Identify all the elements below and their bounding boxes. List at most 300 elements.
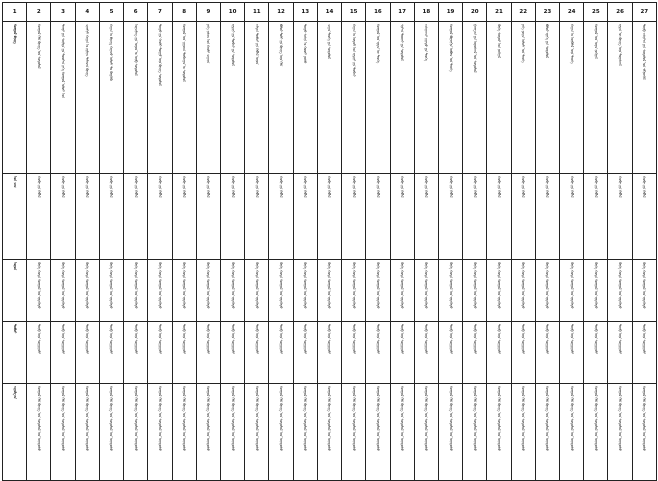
table-cell [438, 322, 462, 384]
table-cell [560, 174, 584, 260]
table-cell [487, 22, 511, 174]
column-header [3, 3, 27, 22]
cell-text: ᠣᠷᠴᠢᠯᠠᠩ ᠶᠢᠨ ᠣᠶᠤᠨ ᠤ ᠥᠪ ᠰᠤᠳᠤᠯᠤᠯ [133, 24, 138, 76]
cell-text: ᠲᠥᠪ ᠦᠨ ᠰᠤᠷᠭᠠᠭᠤᠯᠢ [618, 324, 623, 355]
table-cell [463, 22, 487, 174]
cell-text: ᠮᠣᠩᠭᠣᠯ ᠬᠡᠯᠡ ᠪᠢᠴᠢᠭ ᠤᠨ ᠰᠤᠳᠤᠯᠤᠯ ᠤᠨ ᠦᠨᠳᠦᠰᠦ [400, 386, 405, 451]
cell-text: ᠮᠣᠩᠭᠣᠯ ᠬᠡᠯᠡ ᠪᠢᠴᠢᠭ ᠤᠨ ᠰᠤᠳᠤᠯᠤᠯ ᠤᠨ ᠦᠨᠳᠦᠰᠦ [351, 386, 356, 451]
cell-text: ᠠᠰᠠᠷᠠᠭᠴᠢ ᠨᠡᠷᠡᠲᠦ ᠶᠢᠨ ᠲᠡᠦᠬᠡ [424, 24, 429, 62]
table-cell [366, 174, 390, 260]
column-header [196, 3, 220, 22]
table-cell [269, 22, 293, 174]
cell-text: ᠲᠥᠪ ᠦᠨ ᠰᠤᠷᠭᠠᠭᠤᠯᠢ [472, 324, 477, 355]
cell-text: ᠮᠣᠩᠭᠣᠯ ᠬᠡᠯᠡ ᠪᠢᠴᠢᠭ ᠤᠨ ᠰᠤᠳᠤᠯᠤᠯ ᠤᠨ ᠦᠨᠳᠦᠰᠦ [593, 386, 598, 451]
table-cell [438, 174, 462, 260]
column-header-number: 13 [301, 9, 310, 15]
table-cell [75, 22, 99, 174]
cell-text: ᠮᠣᠩᠭᠣᠯ ᠬᠡᠯᠡ ᠪᠢᠴᠢᠭ ᠤᠨ ᠰᠤᠳᠤᠯᠤᠯ ᠤᠨ ᠦᠨᠳᠦᠰᠦ [36, 386, 41, 451]
cell-text: ᠬᠥᠬᠡ ᠬᠣᠲᠠ ᠮᠣᠩᠭᠣᠯ ᠤᠨ ᠢᠳᠡᠭᠡᠳᠦ [448, 262, 453, 309]
table-cell [608, 22, 632, 174]
cell-text: ᠲᠥᠪ ᠦᠨ ᠰᠤᠷᠭᠠᠭᠤᠯᠢ [448, 324, 453, 355]
cell-text: ᠲᠥᠪ ᠦᠨ ᠰᠤᠷᠭᠠᠭᠤᠯᠢ [642, 324, 647, 355]
cell-text: ᠬᠤᠪᠢ ᠶᠢᠨ ᠬᠡᠪᠯᠡᠯ [61, 176, 66, 198]
table-cell [196, 22, 220, 174]
table-cell [245, 260, 269, 322]
table-cell [245, 384, 269, 481]
table-cell [269, 174, 293, 260]
table-cell [99, 260, 123, 322]
cell-text: ᠬᠤᠪᠢ ᠶᠢᠨ ᠬᠡᠪᠯᠡᠯ [569, 176, 574, 198]
table-cell [414, 260, 438, 322]
table-cell [535, 22, 559, 174]
column-header-number: 5 [109, 9, 114, 15]
table-cell [172, 322, 196, 384]
cell-text: ᠬᠤᠪᠢ ᠶᠢᠨ ᠬᠡᠪᠯᠡᠯ [448, 176, 453, 198]
table-cell [269, 384, 293, 481]
column-header-number: 15 [349, 9, 358, 15]
table-cell [245, 174, 269, 260]
table-cell [342, 22, 366, 174]
table-cell [124, 174, 148, 260]
column-header [269, 3, 293, 22]
cell-text: ᠲᠥᠪ ᠦᠨ ᠰᠤᠷᠭᠠᠭᠤᠯᠢ [109, 324, 114, 355]
cell-text: ᠮᠣᠩᠭᠣᠯ ᠬᠡᠯᠡ ᠪᠢᠴᠢᠭ ᠤᠨ ᠰᠤᠳᠤᠯᠤᠯ ᠤᠨ ᠦᠨᠳᠦᠰᠦ [424, 386, 429, 451]
table-cell [75, 174, 99, 260]
table-cell [75, 260, 99, 322]
cell-text: ᠲᠥᠪ ᠦᠨ ᠰᠤᠷᠭᠠᠭᠤᠯᠢ [182, 324, 187, 355]
cell-text: ᠮᠣᠩᠭᠣᠯ ᠬᠡᠯᠡ ᠪᠢᠴᠢᠭ ᠤᠨ ᠰᠤᠳᠤᠯᠤᠯ ᠤᠨ ᠦᠨᠳᠦᠰᠦ [375, 386, 380, 451]
column-header-number: 25 [592, 9, 600, 15]
table-cell [366, 22, 390, 174]
table-cell [560, 260, 584, 322]
table-cell [390, 384, 414, 481]
cell-text: ᠲᠥᠪ ᠦᠨ ᠰᠤᠷᠭᠠᠭᠤᠯᠢ [85, 324, 90, 355]
cell-text: ᠮᠣᠩᠭᠣᠯ ᠬᠡᠯᠡ ᠪᠢᠴᠢᠭ ᠤᠨ ᠰᠤᠳᠤᠯᠤᠯ ᠤᠨ ᠦᠨᠳᠦᠰᠦ [230, 386, 235, 451]
cell-text: ᠬᠠᠭᠠᠨ ᠤ ᠤᠳᠤᠮ ᠤᠨ ᠡᠷᠳᠡᠨᠢ ᠶᠢᠨ ᠲᠣᠪᠴᠢ [351, 24, 356, 77]
cell-text: ᠡᠷᠲᠡᠨ ᠦ ᠪᠢᠴᠢᠭ ᠦᠨ ᠳᠤᠷᠠᠰᠬᠠᠯ [618, 24, 623, 66]
table-cell [584, 322, 608, 384]
header-row [3, 3, 657, 22]
table-cell [438, 22, 462, 174]
cell-text: ᠬᠤᠪᠢ ᠶᠢᠨ ᠬᠡᠪᠯᠡᠯ [36, 176, 41, 198]
table-cell [608, 384, 632, 481]
table-cell [51, 384, 75, 481]
cell-text: ᠬᠥᠬᠡ ᠬᠣᠲᠠ ᠮᠣᠩᠭᠣᠯ ᠤᠨ ᠢᠳᠡᠭᠡᠳᠦ [351, 262, 356, 309]
table-cell [535, 174, 559, 260]
cell-text: ᠬᠥᠬᠡ ᠬᠣᠲᠠ ᠮᠣᠩᠭᠣᠯ ᠤᠨ ᠢᠳᠡᠭᠡᠳᠦ [230, 262, 235, 309]
row-label: ᠲᠣᠪᠴᠢ [12, 324, 17, 334]
cell-text: ᠲᠥᠪ ᠦᠨ ᠰᠤᠷᠭᠠᠭᠤᠯᠢ [521, 324, 526, 355]
table-cell [632, 384, 656, 481]
table-cell [366, 384, 390, 481]
cell-text: ᠲᠥᠪ ᠦᠨ ᠰᠤᠷᠭᠠᠭᠤᠯᠢ [36, 324, 41, 355]
cell-text: ᠬᠥᠬᠡ ᠬᠣᠲᠠ ᠮᠣᠩᠭᠣᠯ ᠤᠨ ᠢᠳᠡᠭᠡᠳᠦ [61, 262, 66, 309]
table-cell [414, 22, 438, 174]
cell-text: ᠲᠥᠪ ᠦᠨ ᠰᠤᠷᠭᠠᠭᠤᠯᠢ [206, 324, 211, 355]
cell-text: ᠬᠥᠬᠡ ᠬᠣᠲᠠ ᠮᠣᠩᠭᠣᠯ ᠤᠨ ᠢᠳᠡᠭᠡᠳᠦ [618, 262, 623, 309]
table-cell [220, 260, 244, 322]
cell-text: ᠮᠣᠩᠭᠣᠯ ᠬᠡᠯᠡ ᠪᠢᠴᠢᠭ ᠤᠨ ᠰᠤᠳᠤᠯᠤᠯ ᠤᠨ ᠦᠨᠳᠦᠰᠦ [254, 386, 259, 451]
table-cell [220, 322, 244, 384]
cell-text: ᠮᠣᠩᠭᠣᠯ ᠬᠡᠯᠡ ᠪᠢᠴᠢᠭ ᠤᠨ ᠰᠤᠳᠤᠯᠤᠯ ᠤᠨ ᠦᠨᠳᠦᠰᠦ [472, 386, 477, 451]
column-header-number: 18 [422, 9, 431, 15]
cell-text: ᠲᠥᠪ ᠦᠨ ᠰᠤᠷᠭᠠᠭᠤᠯᠢ [593, 324, 598, 355]
table-cell [511, 22, 535, 174]
column-header [390, 3, 414, 22]
column-header-number: 8 [182, 9, 187, 15]
table-cell [148, 174, 172, 260]
cell-text: ᠴᠢᠩᠭᠢᠰ ᠬᠠᠭᠠᠨ ᠤ ᠵᠠᠷᠯᠢᠭ ᠲᠠᠮᠠᠭ᠎ᠠ ᠪᠢᠴᠢᠭ [85, 24, 90, 77]
cell-text: ᠲᠦᠷᠦ ᠶᠢᠨ ᠬᠠᠤᠯᠢ ᠳᠦᠷᠢᠮ ᠦᠨ ᠪᠢᠴᠢᠭ ᠰᠤᠳᠤᠯᠤᠯ [158, 24, 163, 86]
cell-text: ᠬᠥᠬᠡ ᠬᠣᠲᠠ ᠮᠣᠩᠭᠣᠯ ᠤᠨ ᠢᠳᠡᠭᠡᠳᠦ [109, 262, 114, 309]
column-header-number: 27 [640, 9, 649, 15]
cell-text: ᠮᠣᠩᠭᠣᠯ ᠬᠡᠯᠡ ᠪᠢᠴᠢᠭ ᠤᠨ ᠰᠤᠳᠤᠯᠤᠯ ᠤᠨ ᠦᠨᠳᠦᠰᠦ [279, 386, 284, 451]
table-cell [608, 322, 632, 384]
cell-text: ᠬᠤᠪᠢ ᠶᠢᠨ ᠬᠡᠪᠯᠡᠯ [521, 176, 526, 198]
cell-text: ᠮᠣᠩᠭᠣᠯ ᠬᠡᠯᠡ ᠪᠢᠴᠢᠭ ᠤᠨ ᠰᠤᠳᠤᠯᠤᠯ ᠤᠨ ᠦᠨᠳᠦᠰᠦ [303, 386, 308, 451]
column-header-number: 6 [133, 9, 138, 15]
table-cell [632, 22, 656, 174]
table-cell [438, 260, 462, 322]
cell-text: ᠬᠤᠪᠢ ᠶᠢᠨ ᠬᠡᠪᠯᠡᠯ [230, 176, 235, 198]
table-cell [487, 174, 511, 260]
column-header [438, 3, 462, 22]
cell-text: ᠬᠥᠬᠡ ᠬᠣᠲᠠ ᠮᠣᠩᠭᠣᠯ ᠤᠨ ᠢᠳᠡᠭᠡᠳᠦ [182, 262, 187, 309]
cell-text: ᠲᠥᠪ ᠦᠨ ᠰᠤᠷᠭᠠᠭᠤᠯᠢ [545, 324, 550, 355]
table-cell [463, 322, 487, 384]
cell-text: ᠬᠥᠬᠡ ᠬᠣᠲᠠ ᠮᠣᠩᠭᠣᠯ ᠤᠨ ᠢᠳᠡᠭᠡᠳᠦ [254, 262, 259, 309]
table-cell [366, 260, 390, 322]
column-header [99, 3, 123, 22]
cell-text: ᠬᠤᠪᠢ ᠶᠢᠨ ᠬᠡᠪᠯᠡᠯ [254, 176, 259, 198]
column-header [148, 3, 172, 22]
table-cell [342, 322, 366, 384]
table-cell [148, 322, 172, 384]
table-cell [342, 174, 366, 260]
table-row [3, 384, 657, 481]
cell-text: ᠬᠥᠬᠡ ᠬᠣᠲᠠ ᠮᠣᠩᠭᠣᠯ ᠤᠨ ᠢᠳᠡᠭᠡᠳᠦ [133, 262, 138, 309]
table-cell [196, 384, 220, 481]
cell-text: ᠮᠣᠩᠭᠣᠯ ᠬᠡᠯᠡ ᠪᠢᠴᠢᠭ ᠤᠨ ᠰᠤᠳᠤᠯᠤᠯ ᠤᠨ ᠦᠨᠳᠦᠰᠦ [61, 386, 66, 451]
cell-text: ᠮᠣᠩᠭᠣᠯ ᠤᠨ ᠤᠷᠠᠨ ᠵᠣᠬᠢᠶᠠᠯ [593, 24, 598, 59]
table-cell [584, 22, 608, 174]
cell-text: ᠬᠥᠬᠡ ᠰᠣᠳᠣᠷ ᠤᠨ ᠵᠣᠬᠢᠶᠠᠯ [497, 24, 502, 59]
cell-text: ᠲᠥᠪ ᠦᠨ ᠰᠤᠷᠭᠠᠭᠤᠯᠢ [279, 324, 284, 355]
table-cell [172, 22, 196, 174]
table-cell [487, 384, 511, 481]
table-cell [317, 174, 341, 260]
table-cell [148, 384, 172, 481]
cell-text: ᠶᠡᠬᠡ ᠵᠠᠰᠠᠭ ᠤᠨ ᠬᠠᠤᠯᠢ ᠴᠠᠭᠠᠵᠠ [206, 24, 211, 64]
column-header-number: 14 [325, 9, 334, 15]
table-cell [390, 22, 414, 174]
cell-text: ᠲᠦᠪ ᠠᠰᠢᠶ᠎ᠠ ᠶᠢᠨ ᠰᠤᠳᠤᠯᠤᠯ ᠤᠨ ᠡᠮᠬᠢᠳᠬᠡᠯ [642, 24, 647, 80]
table-cell [196, 260, 220, 322]
table-cell [269, 322, 293, 384]
cell-text: ᠬᠤᠪᠢ ᠶᠢᠨ ᠬᠡᠪᠯᠡᠯ [642, 176, 647, 198]
cell-text: ᠬᠤᠪᠢ ᠶᠢᠨ ᠬᠡᠪᠯᠡᠯ [182, 176, 187, 198]
table-cell [584, 384, 608, 481]
cell-text: ᠬᠥᠬᠡ ᠬᠣᠲᠠ ᠮᠣᠩᠭᠣᠯ ᠤᠨ ᠢᠳᠡᠭᠡᠳᠦ [569, 262, 574, 309]
table-row [3, 322, 657, 384]
cell-text: ᠲᠡᠩᠷᠢ ᠶᠢᠨ ᠰᠦᠯᠳᠡ ᠶᠢᠨ ᠳᠣᠣᠷ᠎ᠠ ᠶᠡᠬᠡ ᠮᠣᠩᠭᠣᠯ ᠤᠯᠤᠰ ᠤᠨ [61, 24, 66, 98]
column-header-number: 11 [252, 9, 261, 15]
cell-text: ᠠᠯᠲᠠᠨ ᠲᠣᠪᠴᠢ ᠶᠢᠨ ᠬᠡᠪᠯᠡᠯ ᠦᠳ [254, 24, 259, 65]
table-cell [366, 322, 390, 384]
table-cell [51, 22, 75, 174]
table-cell [608, 174, 632, 260]
table-cell [632, 322, 656, 384]
column-header [584, 3, 608, 22]
table-cell [414, 322, 438, 384]
cell-text: ᠬᠥᠬᠡ ᠬᠣᠲᠠ ᠮᠣᠩᠭᠣᠯ ᠤᠨ ᠢᠳᠡᠭᠡᠳᠦ [424, 262, 429, 309]
cell-text: ᠬᠤᠪᠢ ᠶᠢᠨ ᠬᠡᠪᠯᠡᠯ [400, 176, 405, 198]
cell-text: ᠬᠤᠪᠢ ᠶᠢᠨ ᠬᠡᠪᠯᠡᠯ [109, 176, 114, 198]
column-header-number: 23 [543, 9, 552, 15]
table-cell [463, 174, 487, 260]
table-cell [245, 22, 269, 174]
column-header [608, 3, 632, 22]
table-cell [487, 322, 511, 384]
column-header-number: 2 [36, 9, 41, 15]
cell-text: ᠬᠠᠭᠠᠨ ᠤ ᠥᠭᠦᠯᠡᠯ ᠦᠨ ᠲᠡᠦᠬᠡ [569, 24, 574, 64]
table-cell [172, 384, 196, 481]
column-header [535, 3, 559, 22]
column-header [51, 3, 75, 22]
table-cell [124, 22, 148, 174]
table-cell [487, 260, 511, 322]
table-cell [75, 384, 99, 481]
cell-text: ᠮᠣᠩᠭᠣᠯ ᠬᠡᠯᠡ ᠪᠢᠴᠢᠭ ᠤᠨ ᠰᠤᠳᠤᠯᠤᠯ ᠤᠨ ᠦᠨᠳᠦᠰᠦ [158, 386, 163, 451]
cell-text: ᠬᠤᠪᠢ ᠶᠢᠨ ᠬᠡᠪᠯᠡᠯ [158, 176, 163, 198]
table-cell [99, 384, 123, 481]
cell-text: ᠬᠤᠪᠢ ᠶᠢᠨ ᠬᠡᠪᠯᠡᠯ [133, 176, 138, 198]
table-cell [342, 260, 366, 322]
cell-text: ᠮᠣᠩᠭᠣᠯ ᠬᠡᠯᠡ ᠪᠢᠴᠢᠭ ᠤᠨ ᠰᠤᠳᠤᠯᠤᠯ ᠤᠨ ᠦᠨᠳᠦᠰᠦ [85, 386, 90, 451]
column-header-number: 21 [495, 9, 503, 15]
cell-text: ᠬᠥᠬᠡ ᠬᠣᠲᠠ ᠮᠣᠩᠭᠣᠯ ᠤᠨ ᠢᠳᠡᠭᠡᠳᠦ [327, 262, 332, 309]
cell-text: ᠮᠣᠩᠭᠣᠯ ᠤᠨ ᠨᠢᠭᠤᠴᠠ ᠲᠣᠪᠴᠢᠶᠠᠨ ᠤ ᠰᠤᠳᠤᠯᠤᠯ [182, 24, 187, 82]
row-label: ᠠᠭᠤᠯᠭ᠎ᠠ [12, 386, 17, 399]
column-header [172, 3, 196, 22]
column-header [342, 3, 366, 22]
column-header-number: 12 [277, 9, 285, 15]
table-cell [196, 174, 220, 260]
table-cell [220, 174, 244, 260]
column-header [220, 3, 244, 22]
table-cell [511, 322, 535, 384]
table-cell [632, 260, 656, 322]
comparison-table [2, 2, 657, 481]
cell-text: ᠮᠣᠩᠭᠣᠯ ᠬᠡᠯᠡ ᠪᠢᠴᠢᠭ ᠤᠨ ᠰᠤᠳᠤᠯᠤᠯ ᠤᠨ ᠦᠨᠳᠦᠰᠦ [133, 386, 138, 451]
table-cell [99, 22, 123, 174]
cell-text: ᠶᠡᠬᠡ ᠶᠤᠸᠠᠨ ᠤᠯᠤᠰ ᠤᠨ ᠲᠡᠦᠬᠡ [521, 24, 526, 63]
table-cell [293, 174, 317, 260]
table-cell [27, 322, 51, 384]
column-header [632, 3, 656, 22]
table-row [3, 260, 657, 322]
column-header [463, 3, 487, 22]
table-cell [27, 22, 51, 174]
table-cell [632, 174, 656, 260]
column-header-number: 4 [85, 9, 90, 15]
table-cell [293, 384, 317, 481]
column-header-number: 10 [228, 9, 237, 15]
table-cell [584, 174, 608, 260]
table-cell [511, 174, 535, 260]
cell-text: ᠲᠥᠪ ᠦᠨ ᠰᠤᠷᠭᠠᠭᠤᠯᠢ [327, 324, 332, 355]
cell-text: ᠬᠤᠪᠢ ᠶᠢᠨ ᠬᠡᠪᠯᠡᠯ [85, 176, 90, 198]
row-label: ᠮᠣᠩᠭᠣᠯ ᠪᠢᠴᠢᠭ [12, 24, 17, 44]
cell-text: ᠬᠥᠬᠡ ᠬᠣᠲᠠ ᠮᠣᠩᠭᠣᠯ ᠤᠨ ᠢᠳᠡᠭᠡᠳᠦ [206, 262, 211, 309]
table-cell [438, 384, 462, 481]
cell-text: ᠮᠣᠩᠭᠣᠯ ᠤᠨ ᠡᠷᠲᠡᠨ ᠦ ᠲᠡᠦᠬᠡ [375, 24, 380, 64]
table-cell [27, 384, 51, 481]
table-cell [293, 322, 317, 384]
table-cell [99, 174, 123, 260]
cell-text: ᠬᠥᠬᠡ ᠬᠣᠲᠠ ᠮᠣᠩᠭᠣᠯ ᠤᠨ ᠢᠳᠡᠭᠡᠳᠦ [375, 262, 380, 309]
table-cell [535, 260, 559, 322]
table-cell [124, 260, 148, 322]
cell-text: ᠲᠥᠪ ᠦᠨ ᠰᠤᠷᠭᠠᠭᠤᠯᠢ [424, 324, 429, 355]
cell-text: ᠮᠣᠩᠭᠣᠯ ᠬᠡᠯᠡ ᠪᠢᠴᠢᠭ ᠤᠨ ᠰᠤᠳᠤᠯᠤᠯ ᠤᠨ ᠦᠨᠳᠦᠰᠦ [448, 386, 453, 451]
table-cell [511, 260, 535, 322]
column-header [511, 3, 535, 22]
row-label-cell [3, 22, 27, 174]
table-cell [511, 384, 535, 481]
table-cell [196, 322, 220, 384]
column-header-number: 24 [567, 9, 576, 15]
table-cell [317, 322, 341, 384]
table-cell [390, 322, 414, 384]
cell-text: ᠰᠢᠷ᠎ᠠ ᠲᠣᠣᠵᠢ ᠶᠢᠨ ᠰᠤᠳᠤᠯᠤᠯ [400, 24, 405, 61]
row-label-cell [3, 384, 27, 481]
cell-text: ᠬᠥᠬᠡ ᠬᠣᠲᠠ ᠮᠣᠩᠭᠣᠯ ᠤᠨ ᠢᠳᠡᠭᠡᠳᠦ [36, 262, 41, 309]
table-cell [27, 260, 51, 322]
cell-text: ᠬᠤᠪᠢ ᠶᠢᠨ ᠬᠡᠪᠯᠡᠯ [424, 176, 429, 198]
cell-text: ᠲᠥᠪ ᠦᠨ ᠰᠤᠷᠭᠠᠭᠤᠯᠢ [303, 324, 308, 355]
table-cell [124, 384, 148, 481]
cell-text: ᠮᠣᠩᠭᠣᠯ ᠬᠡᠯᠡ ᠪᠢᠴᠢᠭ ᠤᠨ ᠰᠤᠳᠤᠯᠤᠯ ᠤᠨ ᠦᠨᠳᠦᠰᠦ [521, 386, 526, 451]
cell-text: ᠬᠠᠭᠠᠨ ᠤ ᠪᠢᠴᠢᠭ ᠬᠠᠷᠠᠴᠤ ᠤᠯᠤᠰ ᠲᠤ ᠬᠦᠷᠭᠡᠬᠦ [109, 24, 114, 81]
cell-text: ᠲᠥᠪ ᠦᠨ ᠰᠤᠷᠭᠠᠭᠤᠯᠢ [351, 324, 356, 355]
table-cell [608, 260, 632, 322]
cell-text: ᠬᠤᠪᠢ ᠶᠢᠨ ᠬᠡᠪᠯᠡᠯ [472, 176, 477, 198]
table-cell [414, 174, 438, 260]
cell-text: ᠮᠣᠩᠭᠣᠯ ᠬᠡᠯᠡ ᠪᠢᠴᠢᠭ ᠤᠨ ᠰᠤᠳᠤᠯᠤᠯ ᠤᠨ ᠦᠨᠳᠦᠰᠦ [618, 386, 623, 451]
cell-text: ᠲᠥᠪ ᠦᠨ ᠰᠤᠷᠭᠠᠭᠤᠯᠢ [569, 324, 574, 355]
table-cell [27, 174, 51, 260]
cell-text: ᠮᠣᠩᠭᠣᠯ ᠬᠡᠯᠡ ᠪᠢᠴᠢᠭ ᠤᠨ ᠰᠤᠳᠤᠯᠤᠯ ᠤᠨ ᠦᠨᠳᠦᠰᠦ [109, 386, 114, 451]
cell-text: ᠬᠤᠪᠢ ᠶᠢᠨ ᠬᠡᠪᠯᠡᠯ [303, 176, 308, 198]
cell-text: ᠮᠣᠩᠭᠣᠯ ᠬᠡᠯᠡ ᠪᠢᠴᠢᠭ ᠤᠨ ᠰᠤᠳᠤᠯᠤᠯ ᠤᠨ ᠦᠨᠳᠦᠰᠦ [569, 386, 574, 451]
column-header [317, 3, 341, 22]
cell-text: ᠬᠥᠬᠡ ᠬᠣᠲᠠ ᠮᠣᠩᠭᠣᠯ ᠤᠨ ᠢᠳᠡᠭᠡᠳᠦ [400, 262, 405, 309]
cell-text: ᠲᠥᠪ ᠦᠨ ᠰᠤᠷᠭᠠᠭᠤᠯᠢ [400, 324, 405, 355]
column-header-number: 17 [398, 9, 406, 15]
table-cell [414, 384, 438, 481]
column-header [366, 3, 390, 22]
table-cell [75, 322, 99, 384]
cell-text: ᠬᠥᠬᠡ ᠬᠣᠲᠠ ᠮᠣᠩᠭᠣᠯ ᠤᠨ ᠢᠳᠡᠭᠡᠳᠦ [303, 262, 308, 309]
column-header [293, 3, 317, 22]
table-row [3, 22, 657, 174]
cell-text: ᠬᠥᠬᠡ ᠬᠣᠲᠠ ᠮᠣᠩᠭᠣᠯ ᠤᠨ ᠢᠳᠡᠭᠡᠳᠦ [593, 262, 598, 309]
cell-text: ᠬᠥᠬᠡ ᠬᠣᠲᠠ ᠮᠣᠩᠭᠣᠯ ᠤᠨ ᠢᠳᠡᠭᠡᠳᠦ [521, 262, 526, 309]
table-cell [535, 322, 559, 384]
table-cell [390, 260, 414, 322]
table-cell [148, 22, 172, 174]
column-header-number: 9 [206, 9, 211, 15]
table-cell [390, 174, 414, 260]
cell-text: ᠲᠥᠪ ᠦᠨ ᠰᠤᠷᠭᠠᠭᠤᠯᠢ [133, 324, 138, 355]
cell-text: ᠴᠠᠭᠠᠨ ᠲᠡᠦᠬᠡ ᠶᠢᠨ ᠰᠤᠳᠤᠯᠤᠯ [327, 24, 332, 59]
cell-text: ᠬᠥᠬᠡ ᠬᠣᠲᠠ ᠮᠣᠩᠭᠣᠯ ᠤᠨ ᠢᠳᠡᠭᠡᠳᠦ [158, 262, 163, 309]
table-cell [220, 384, 244, 481]
cell-text: ᠬᠤᠪᠢ ᠶᠢᠨ ᠬᠡᠪᠯᠡᠯ [545, 176, 550, 198]
table-cell [172, 260, 196, 322]
column-header-number: 3 [61, 9, 65, 15]
table-cell [535, 384, 559, 481]
cell-text: ᠪᠣᠯᠤᠷ ᠡᠷᠢᠬᠡ ᠶᠢᠨ ᠰᠤᠳᠤᠯᠤᠯ [545, 24, 550, 59]
table-cell [220, 22, 244, 174]
table-cell [584, 260, 608, 322]
table-cell [148, 260, 172, 322]
table-cell [317, 22, 341, 174]
cell-text: ᠲᠥᠪ ᠦᠨ ᠰᠤᠷᠭᠠᠭᠤᠯᠢ [158, 324, 163, 355]
table-cell [99, 322, 123, 384]
cell-text: ᠮᠣᠩᠭᠣᠯ ᠬᠡᠯᠡ ᠪᠢᠴᠢᠭ ᠤᠨ ᠰᠤᠳᠤᠯᠤᠯ ᠤᠨ ᠦᠨᠳᠦᠰᠦ [497, 386, 502, 451]
table-row [3, 174, 657, 260]
table-cell [342, 384, 366, 481]
cell-text: ᠬᠥᠬᠡ ᠬᠣᠲᠠ ᠮᠣᠩᠭᠣᠯ ᠤᠨ ᠢᠳᠡᠭᠡᠳᠦ [472, 262, 477, 309]
table-cell [463, 260, 487, 322]
cell-text: ᠭᠠᠩᠭ᠎ᠠ ᠶᠢᠨ ᠤᠷᠤᠰᠬᠠᠯ ᠤᠨ ᠰᠤᠳᠤᠯᠤᠯ [472, 24, 477, 73]
cell-text: ᠬᠥᠬᠡ ᠬᠣᠲᠠ ᠮᠣᠩᠭᠣᠯ ᠤᠨ ᠢᠳᠡᠭᠡᠳᠦ [279, 262, 284, 309]
row-label: ᠣᠨ ᠴᠠᠭ [12, 176, 17, 188]
cell-text: ᠲᠥᠪ ᠦᠨ ᠰᠤᠷᠭᠠᠭᠤᠯᠢ [230, 324, 235, 355]
cell-text: ᠮᠣᠩᠭᠣᠯ ᠪᠣᠷᠵᠢᠭᠢᠨ ᠣᠪᠣᠭ ᠤᠨ ᠲᠡᠦᠬᠡ [448, 24, 453, 72]
column-header [75, 3, 99, 22]
cell-text: ᠲᠥᠷᠥ ᠰᠠᠰᠢᠨ ᠤ ᠬᠣᠣᠰ ᠶᠣᠰᠣ [303, 24, 308, 64]
column-header-number: 7 [158, 9, 162, 15]
table-cell [560, 22, 584, 174]
table-cell [317, 260, 341, 322]
cell-text: ᠬᠤᠪᠢ ᠶᠢᠨ ᠬᠡᠪᠯᠡᠯ [206, 176, 211, 198]
table-cell [560, 322, 584, 384]
table-cell [269, 260, 293, 322]
table-cell [51, 260, 75, 322]
table-cell [124, 322, 148, 384]
column-header [487, 3, 511, 22]
column-header [414, 3, 438, 22]
column-header-number: 19 [446, 9, 455, 15]
cell-text: ᠬᠤᠪᠢ ᠶᠢᠨ ᠬᠡᠪᠯᠡᠯ [351, 176, 356, 198]
cell-text: ᠮᠣᠩᠭᠣᠯ ᠬᠡᠯᠡ ᠪᠢᠴᠢᠭ ᠤᠨ ᠰᠤᠳᠤᠯᠤᠯ ᠤᠨ ᠦᠨᠳᠦᠰᠦ [327, 386, 332, 451]
row-label-cell [3, 322, 27, 384]
cell-text: ᠬᠤᠪᠢ ᠶᠢᠨ ᠬᠡᠪᠯᠡᠯ [279, 176, 284, 198]
column-header [245, 3, 269, 22]
cell-text: ᠬᠥᠬᠡ ᠬᠣᠲᠠ ᠮᠣᠩᠭᠣᠯ ᠤᠨ ᠢᠳᠡᠭᠡᠳᠦ [545, 262, 550, 309]
table-cell [51, 322, 75, 384]
cell-text: ᠲᠥᠪ ᠦᠨ ᠰᠤᠷᠭᠠᠭᠤᠯᠢ [61, 324, 66, 355]
table-cell [463, 384, 487, 481]
table-cell [172, 174, 196, 260]
table-cell [560, 384, 584, 481]
table-cell [245, 322, 269, 384]
column-header-number: 22 [519, 9, 528, 15]
cell-text: ᠬᠤᠪᠢ ᠶᠢᠨ ᠬᠡᠪᠯᠡᠯ [497, 176, 502, 198]
